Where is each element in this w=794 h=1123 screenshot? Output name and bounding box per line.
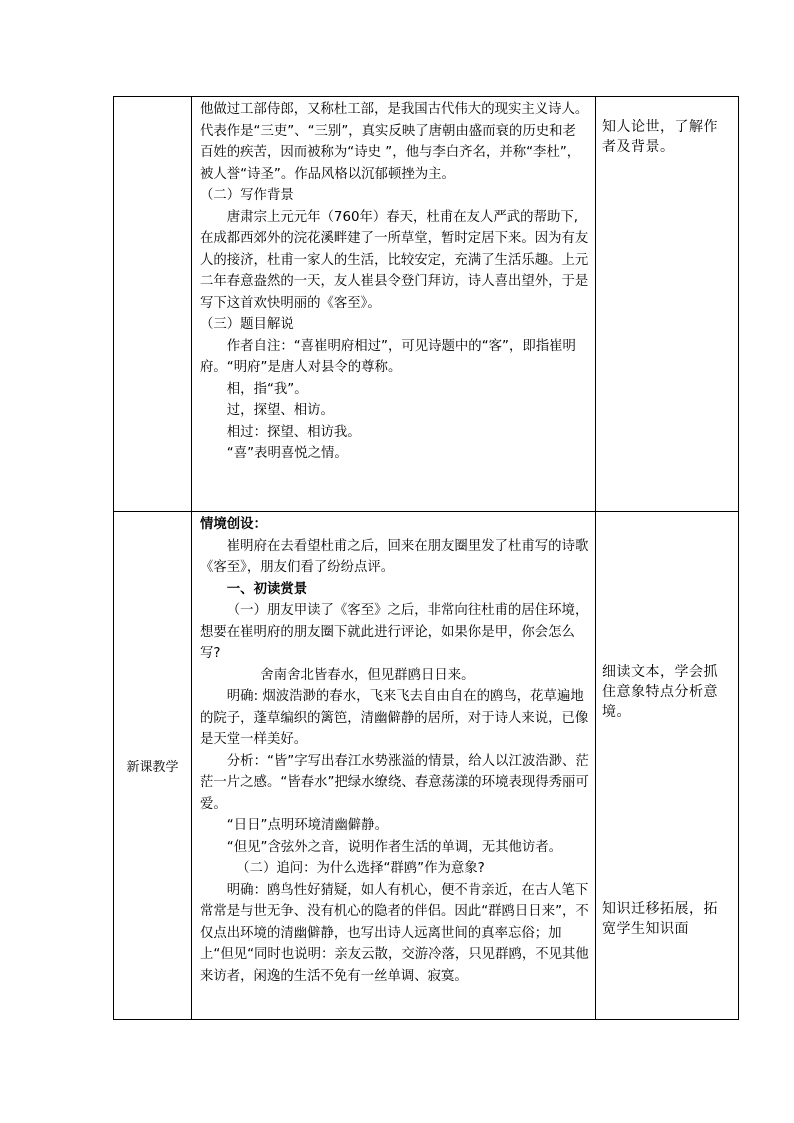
scenario-heading: 情境创设： [200,517,267,532]
title-explain-paragraph: 作者自注：“喜崔明府相过”，可见诗题中的“客”，即指崔明府。“明府”是唐人对县令的尊称。 [200,338,576,375]
content-cell [192,512,596,1020]
stage-label-new-lesson: 新课教学 [114,512,192,1020]
stage-label-cell [114,97,192,512]
section-heading-background: （二）写作背景 [200,188,294,203]
background-paragraph: 唐肃宗上元元年（760年）春天，杜甫在友人严武的帮助下,在成都西郊外的浣花溪畔建了一所草堂，暂时定居下来。因为有友人的接济，杜甫一家人的生活，比较安定，充满了生活乐趣。上元二年春意盎然的一天，友人崔县令登门拜访，诗人喜出望外，于是写下这首欢快明丽的《客至》。 [200,209,589,311]
content-cell [192,97,596,512]
author-intro-paragraph: 他做过工部侍郎，又称杜工部，是我国古代伟大的现实主义诗人。代表作是“三吏”、“三别”，真实反映了唐朝由盛而衰的历史和老百姓的疾苦，因而被称为“诗史 ”，他与李白齐名，并称“李杜”，被人誉“诗圣”。作品风格以沉郁顿挫为主。 [200,102,589,182]
answer-two-paragraph: 明确：鸥鸟性好猜疑，如人有机心，便不肯亲近，在古人笔下常常是与世无争、没有机心的隐者的伴侣。因此“群鸥日日来”，不仅点出环境的清幽僻静，也写出诗人远离世间的真率忘俗；加上“但见“同时也说明：亲友云散，交游冷落，只见群鸥，不见其他来访者，闲逸的生活不免有一丝单调、寂寞。 [200,882,589,984]
question-two-paragraph: （二）追问：为什么选择“群鸥”作为意象? [236,861,485,876]
analysis-paragraph: 分析：“皆”字写出春江水势涨溢的情景，给人以江波浩渺、茫茫一片之感。“皆春水”把绿水缭绕、春意荡漾的环境表现得秀丽可爱。 [200,753,589,812]
purpose-note-reading: 细读文本，学会抓住意象特点分析意境。 [602,664,718,720]
section-heading-first-reading: 一、初读赏景 [226,581,308,597]
analysis-danjian: “但见”含弦外之音，说明作者生活的单调，无其他访者。 [226,839,563,855]
purpose-note-extension: 知识迁移拓展，拓宽学生知识面 [602,901,718,937]
word-explain-xiang: 相，指“我”。 [226,381,308,397]
scenario-paragraph: 崔明府在去看望杜甫之后，回来在朋友圈里发了杜甫写的诗歌《客至》，朋友们看了纷纷点评。 [200,538,589,575]
table-row-new-lesson [114,512,739,1020]
answer-paragraph: 明确: 烟波浩渺的春水，飞来飞去自由自在的鸥鸟，花草遍地的院子，蓬草编织的篱笆，清幽僻静的居所，对于诗人来说，已像是天堂一样美好。 [200,689,589,747]
poem-line: 舍南舍北皆春水，但见群鸥日日来。 [260,667,475,683]
purpose-note: 知人论世，了解作者及背景。 [602,119,718,155]
lesson-plan-table [113,96,739,1020]
table-row-author-background [114,97,739,512]
word-explain-xi: “喜”表明喜悦之情。 [226,446,348,461]
word-explain-xiangguo: 相过：探望、相访我。 [226,424,361,440]
analysis-riri: “日日”点明环境清幽僻静。 [226,818,388,833]
question-one-paragraph: （一）朋友甲读了《客至》之后，非常向往杜甫的居住环境，想要在崔明府的朋友圈下就此进行评论，如果你是甲，你会怎么写? [200,603,589,661]
section-heading-title-explain: （三）题目解说 [200,317,294,332]
purpose-cell [596,512,739,1020]
purpose-cell [596,97,739,512]
word-explain-guo: 过，探望、相访。 [226,403,334,418]
